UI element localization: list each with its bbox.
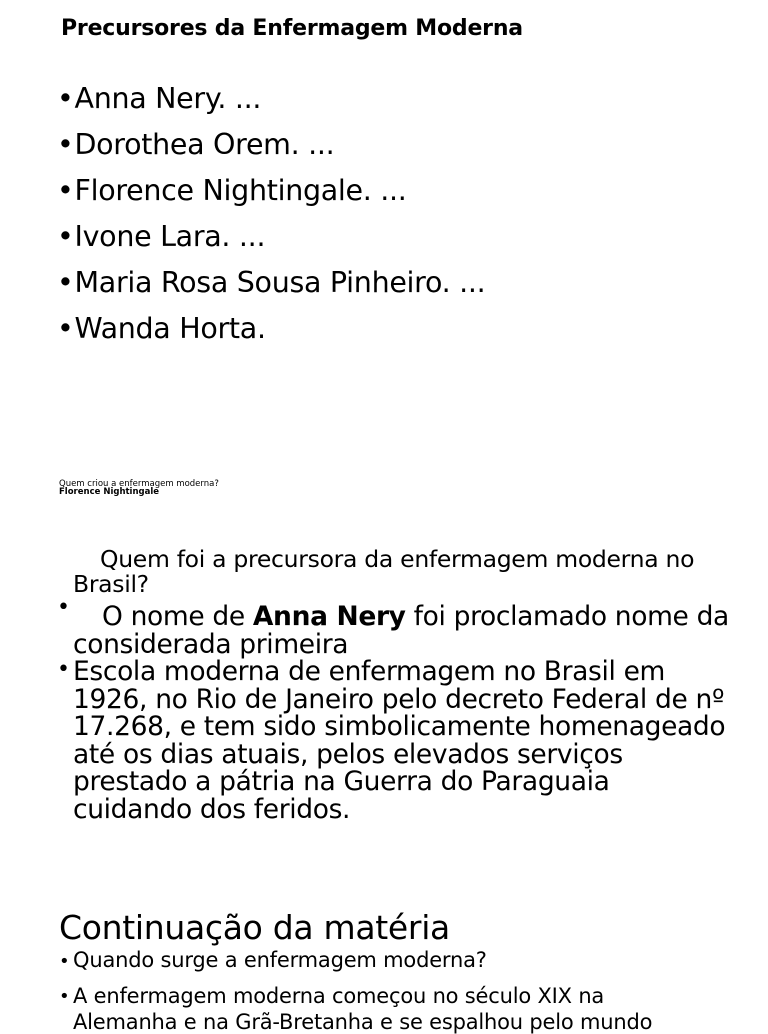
list-item-text: Dorothea Orem. ... <box>74 128 335 161</box>
list-item-text: Maria Rosa Sousa Pinheiro. ... <box>74 266 486 299</box>
list-item-text: Florence Nightingale. ... <box>74 174 407 207</box>
bullet: • <box>57 657 70 682</box>
section-heading: Continuação da matéria <box>59 908 450 947</box>
answer-paragraph-2: Escola moderna de enfermagem no Brasil em 1926, no Rio de Janeiro pelo decreto Federal de nº 17.268, e tem sido simbolicamente homenageado até os dias atuais, pelos elevados serviços prestado a pátria na Guerra do Paraguaia cuidando dos feridos. <box>73 656 726 825</box>
section-item: Alemanha e na Grã-Bretanha e se espalhou pelo mundo <box>73 1010 653 1034</box>
page-title: Precursores da Enfermagem Moderna <box>61 16 523 41</box>
list-item-text: Anna Nery. ... <box>74 82 262 115</box>
list-item <box>57 260 485 306</box>
bullet: • <box>57 312 74 345</box>
bullet: • <box>57 82 74 115</box>
list-item <box>57 168 485 214</box>
list-item-text: Ivone Lara. ... <box>74 220 266 253</box>
bullet: • <box>57 174 74 207</box>
list-item <box>57 214 485 260</box>
bullet: • <box>59 986 70 1007</box>
bullet: • <box>57 220 74 253</box>
answer-text-pre: O nome de <box>102 601 253 632</box>
precursors-list <box>57 76 485 352</box>
answer-bold-name: Anna Nery <box>252 601 406 632</box>
section-item: A enfermagem moderna começou no século XIX na <box>73 984 605 1008</box>
bullet: • <box>57 595 70 620</box>
question-heading: Quem foi a precursora da enfermagem moderna no Brasil? <box>73 545 695 598</box>
list-item <box>57 122 485 168</box>
list-item-text: Wanda Horta. <box>74 312 266 345</box>
answer-paragraph-1 <box>73 603 733 658</box>
answer-text-post: foi proclamado nome da considerada primeira <box>73 601 729 660</box>
list-item <box>57 306 485 352</box>
bullet: • <box>57 128 74 161</box>
bullet: • <box>57 266 74 299</box>
small-answer: Florence Nightingale <box>59 487 160 497</box>
list-item <box>57 76 485 122</box>
bullet: • <box>59 951 70 972</box>
small-question: Quem criou a enfermagem moderna? <box>59 479 219 489</box>
section-item: Quando surge a enfermagem moderna? <box>73 948 487 972</box>
